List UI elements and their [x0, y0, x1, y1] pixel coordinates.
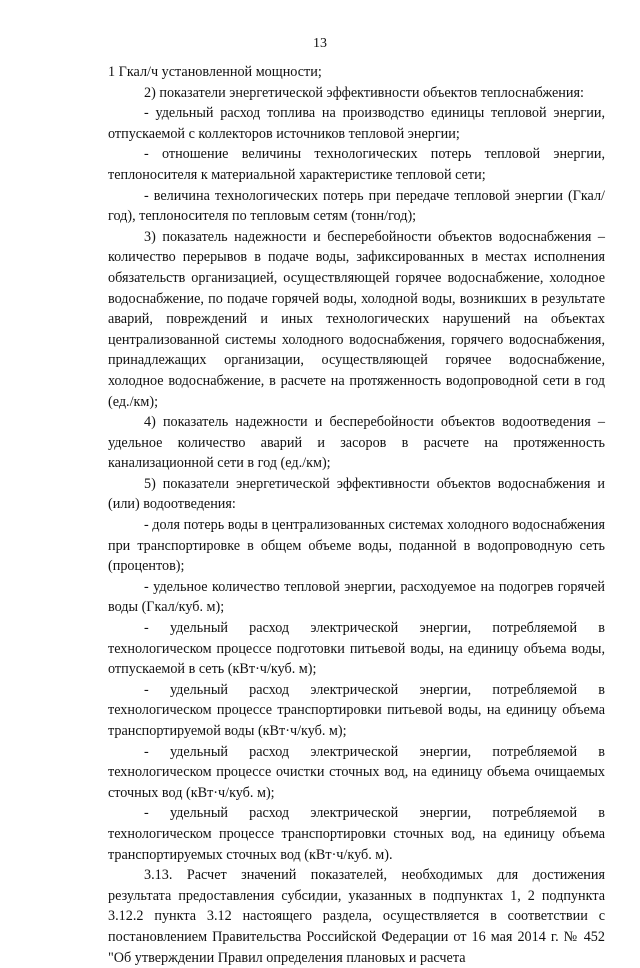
- paragraph-continuation: 1 Гкал/ч установленной мощности;: [108, 64, 322, 80]
- paragraph-3-13: 3.13. Расчет значений показателей, необходимых для достижения результата предоставления субсидии, указанных в подпунктах 1, 2 подпункта 3.12.2 пункта 3.12 настоящего раздела, осуществляется в соответствии с постановлением Правительства Российской Федерации от 16 мая 2014 г. № 452 "Об утверждении Правил определения плановых и расчета: [108, 867, 605, 966]
- paragraph-wastewater-reliability: 4) показатель надежности и бесперебойности объектов водоотведения – удельное количество аварий и засоров в расчете на протяженность канализационной сети в год (ед./км);: [108, 414, 605, 472]
- list-item-transmission-losses: - величина технологических потерь при передаче тепловой энергии (Гкал/год), теплоносителя по тепловым сетям (тонн/год);: [108, 187, 605, 225]
- list-item-heat-for-hot-water: - удельное количество тепловой энергии, расходуемое на подогрев горячей воды (Гкал/куб. м);: [108, 578, 605, 616]
- paragraph-heat-efficiency: 2) показатели энергетической эффективности объектов теплоснабжения:: [144, 84, 584, 101]
- paragraph-water-supply-reliability: 3) показатель надежности и бесперебойности объектов водоснабжения – количество перерывов в подаче воды, зафиксированных в местах исполнения обязательств организацией, осуществляющей горячее водоснабжение, холодное водоснабжение, по подаче горячей воды, холодной воды, возникших в результате аварий, повреждений и иных технологических нарушений на объектах централизованной системы холодного водоснабжения, горячего водоснабжения, принадлежащих организации, осуществляющей горячее водоснабжение, холодное водоснабжение, в расчете на протяженность водопроводной сети в год (ед./км);: [108, 228, 605, 410]
- paragraph-water-efficiency: 5) показатели энергетической эффективности объектов водоснабжения и (или) водоотведения:: [108, 475, 605, 513]
- body-text: [108, 62, 605, 968]
- list-item-fuel-consumption: - удельный расход топлива на производство единицы тепловой энергии, отпускаемой с коллекторов источников тепловой энергии;: [108, 105, 605, 142]
- page-number: 13: [313, 36, 327, 51]
- list-item-electricity-treatment: - удельный расход электрической энергии, потребляемой в технологическом процессе очистки сточных вод, на единицу объема очищаемых сточных вод (кВт·ч/куб. м);: [108, 743, 605, 801]
- list-item-electricity-transport-water: - удельный расход электрической энергии, потребляемой в технологическом процессе транспортировки питьевой воды, на единицу объема транспортируемой воды (кВт·ч/куб. м);: [108, 681, 605, 739]
- list-item-electricity-transport-wastewater: - удельный расход электрической энергии, потребляемой в технологическом процессе транспортировки сточных вод, на единицу объема транспортируемых сточных вод (кВт·ч/куб. м).: [108, 805, 605, 863]
- list-item-electricity-preparation: - удельный расход электрической энергии, потребляемой в технологическом процессе подготовки питьевой воды, на единицу объема воды, отпускаемой в сеть (кВт·ч/куб. м);: [108, 620, 605, 678]
- list-item-loss-ratio: - отношение величины технологических потерь тепловой энергии, теплоносителя к материальной характеристике тепловой сети;: [108, 146, 605, 183]
- list-item-water-losses: - доля потерь воды в централизованных системах холодного водоснабжения при транспортировке в общем объеме воды, поданной в водопроводную сеть (процентов);: [108, 517, 605, 575]
